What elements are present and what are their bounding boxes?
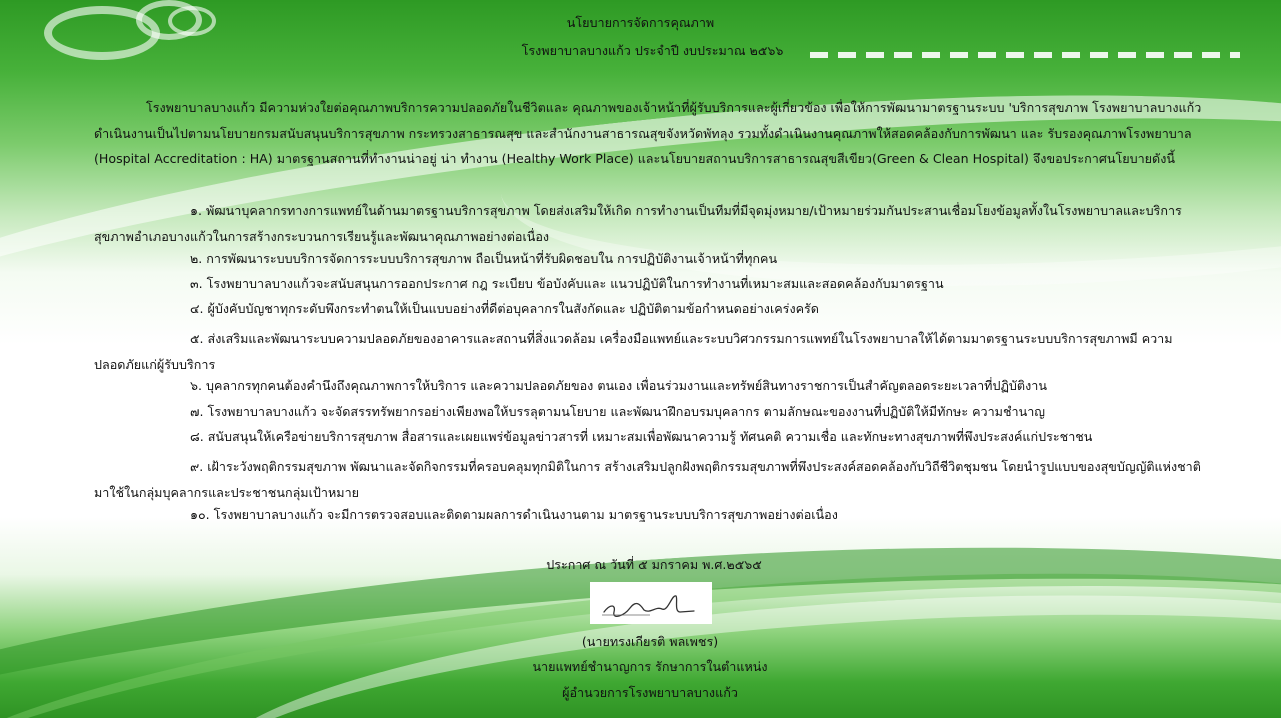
announcement-date: ประกาศ ณ วันที่ ๕ มกราคม พ.ศ.๒๕๖๕ <box>546 557 762 572</box>
policy-item: ๙. เฝ้าระวังพฤติกรรมสุขภาพ พัฒนาและจัดกิจกรรมที่ครอบคลุมทุกมิติในการ สร้างเสริมปลูกฝังพฤติกรรมสุขภาพที่พึงประสงค์สอดคล้องกับวิถีชีวิตชุมชน โดยนำรูปแบบของสุขบัญญัติแห่งชาติมาใช้ในกลุ่มบุคลากรและประชาชนกลุ่มเป้าหมาย <box>94 459 1201 500</box>
signer-name: (นายทรงเกียรติ พลเพชร) <box>581 634 719 649</box>
document-title: นโยบายการจัดการคุณภาพ <box>566 15 715 30</box>
policy-item: ๑. พัฒนาบุคลากรทางการแพทย์ในด้านมาตรฐานบริการสุขภาพ โดยส่งเสริมให้เกิด การทำงานเป็นทีมที่มีจุดมุ่งหมาย/เป้าหมายร่วมกันประสานเชื่อมโยงข้อมูลทั้งในโรงพยาบาลและบริการสุขภาพอำเภอบางแก้วในการสร้างกระบวนการเรียนรู้และพัฒนาคุณภาพอย่างต่อเนื่อง <box>94 203 1182 244</box>
policy-item: ๔. ผู้บังคับบัญชาทุกระดับพึงกระทำตนให้เป็นแบบอย่างที่ดีต่อบุคลากรในสังกัดและ ปฏิบัติตามข้อกำหนดอย่างเคร่งครัด <box>190 301 819 316</box>
policy-item: ๓. โรงพยาบาลบางแก้วจะสนับสนุนการออกประกาศ กฎ ระเบียบ ข้อบังคับและ แนวปฏิบัติในการทำงานที่เหมาะสมและสอดคล้องกับมาตรฐาน <box>190 276 944 291</box>
policy-item: ๒. การพัฒนาระบบบริการจัดการระบบบริการสุขภาพ ถือเป็นหน้าที่รับผิดชอบใน การปฏิบัติงานเจ้าหน้าที่ทุกคน <box>190 251 778 266</box>
intro-paragraph: โรงพยาบาลบางแก้ว มีความห่วงใยต่อคุณภาพบริการความปลอดภัยในชีวิตและ คุณภาพของเจ้าหน้าที่ผู้รับบริการและผู้เกี่ยวข้อง เพื่อให้การพัฒนามาตรฐานระบบ 'บริการสุขภาพ โรงพยาบาลบางแก้ว ดำเนินงานเป็นไปตามนโยบายกรมสนับสนุนบริการสุขภาพ กระทรวงสาธารณสุข และสำนักงานสาธารณสุขจังหวัดพัทลุง รวมทั้งดำเนินงานคุณภาพให้สอดคล้องกับการพัฒนา และ รับรองคุณภาพโรงพยาบาล (Hospital Accreditation : HA) มาตรฐานสถานที่ทำงานน่าอยู่ น่า ทำงาน (Healthy Work Place) และนโยบายสถานบริการสาธารณสุขสีเขียว(Green & Clean Hospital) จึงขอประกาศนโยบายดังนี้ <box>94 100 1202 167</box>
policy-item: ๖. บุคลากรทุกคนต้องคำนึงถึงคุณภาพการให้บริการ และความปลอดภัยของ ตนเอง เพื่อนร่วมงานและทรัพย์สินทางราชการเป็นสำคัญตลอดระยะเวลาที่ปฏิบัติงาน <box>190 378 1047 393</box>
signature-image <box>590 582 712 624</box>
signer-position: นายแพทย์ชำนาญการ รักษาการในตำแหน่ง <box>532 659 768 674</box>
signer-organization: ผู้อำนวยการโรงพยาบาลบางแก้ว <box>562 685 738 700</box>
policy-item: ๑๐. โรงพยาบาลบางแก้ว จะมีการตรวจสอบและติดตามผลการดำเนินงานตาม มาตรฐานระบบบริการสุขภาพอย่างต่อเนื่อง <box>190 507 838 522</box>
policy-item: ๗. โรงพยาบาลบางแก้ว จะจัดสรรทรัพยากรอย่างเพียงพอให้บรรลุตามนโยบาย และพัฒนาฝึกอบรมบุคลากร ตามลักษณะของงานที่ปฏิบัติให้มีทักษะ ความชำนาญ <box>190 404 1046 419</box>
policy-item: ๕. ส่งเสริมและพัฒนาระบบความปลอดภัยของอาคารและสถานที่สิ่งแวดล้อม เครื่องมือแพทย์และระบบวิศวกรรมการแพทย์ในโรงพยาบาลให้ได้ตามมาตรฐานระบบบริการสุขภาพมี ความปลอดภัยแก่ผู้รับบริการ <box>94 331 1173 372</box>
signature-scribble <box>590 582 712 624</box>
policy-item: ๘. สนับสนุนให้เครือข่ายบริการสุขภาพ สื่อสารและเผยแพร่ข้อมูลข่าวสารที่ เหมาะสมเพื่อพัฒนาความรู้ ทัศนคติ ความเชื่อ และทักษะทางสุขภาพที่พึงประสงค์แก่ประชาชน <box>190 429 1093 444</box>
document-subtitle: โรงพยาบาลบางแก้ว ประจำปี งบประมาณ ๒๕๖๖ <box>521 43 784 58</box>
